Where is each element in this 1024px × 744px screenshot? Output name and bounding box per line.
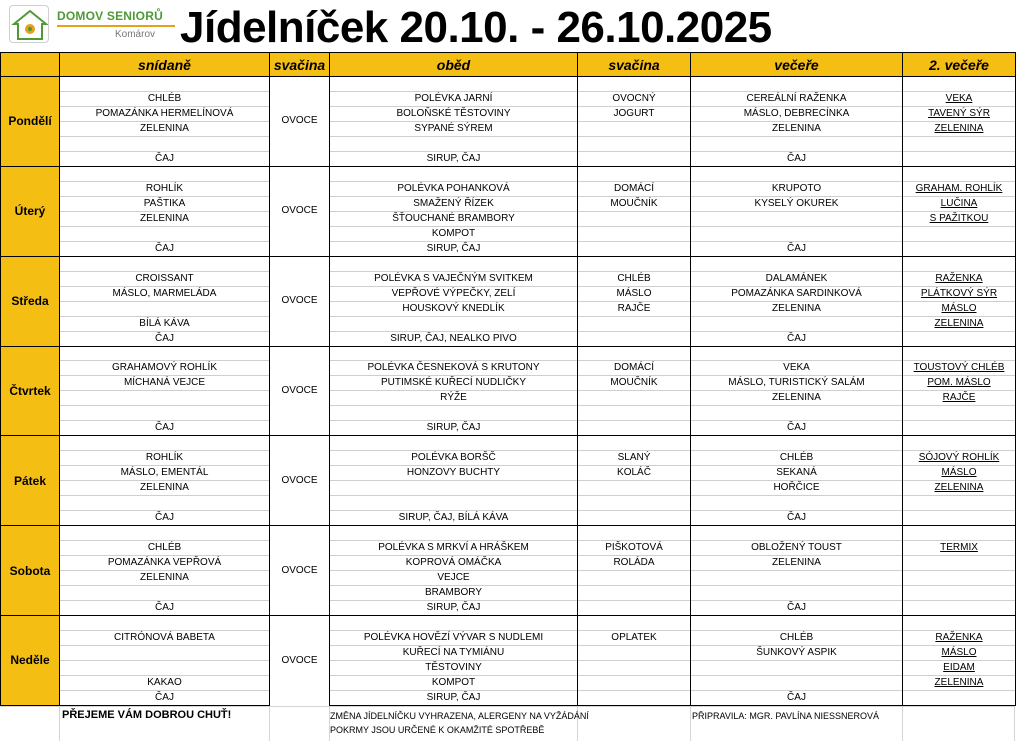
day-label: Úterý — [1, 166, 60, 256]
cell-afternoon-snack: OPLATEK — [578, 630, 691, 645]
cell-dinner — [691, 675, 903, 690]
col-header-breakfast: snídaně — [60, 53, 270, 77]
logo-subtitle: Komárov — [114, 29, 155, 40]
cell-afternoon-snack — [578, 226, 691, 241]
cell-afternoon-snack — [578, 690, 691, 705]
cell-dinner: POMAZÁNKA SARDINKOVÁ — [691, 286, 903, 301]
cell-breakfast: ROHLÍK — [60, 451, 270, 466]
col-header-afternoon-snack: svačina — [578, 53, 691, 77]
cell-dinner — [691, 526, 903, 541]
table-row — [1, 601, 1016, 616]
cell-dinner: ŠUNKOVÝ ASPIK — [691, 645, 903, 660]
cell-dinner — [691, 436, 903, 451]
cell-afternoon-snack — [578, 660, 691, 675]
cell-lunch: SIRUP, ČAJ — [330, 601, 578, 616]
cell-second-dinner — [903, 406, 1016, 421]
cell-afternoon-snack — [578, 406, 691, 421]
col-header-second-dinner: 2. večeře — [903, 53, 1016, 77]
cell-second-dinner: RAŽENKA — [903, 271, 1016, 286]
day-label: Neděle — [1, 616, 60, 706]
cell-lunch — [330, 496, 578, 511]
cell-afternoon-snack — [578, 256, 691, 271]
cell-morning-snack: OVOCE — [270, 526, 330, 616]
cell-dinner: HOŘČICE — [691, 481, 903, 496]
cell-lunch: VEJCE — [330, 571, 578, 586]
cell-morning-snack: OVOCE — [270, 436, 330, 526]
cell-breakfast — [60, 136, 270, 151]
cell-dinner — [691, 406, 903, 421]
cell-second-dinner: RAŽENKA — [903, 630, 1016, 645]
cell-breakfast: ZELENINA — [60, 121, 270, 136]
table-row — [1, 181, 1016, 196]
cell-second-dinner — [903, 586, 1016, 601]
cell-second-dinner — [903, 136, 1016, 151]
table-row — [1, 586, 1016, 601]
cell-second-dinner: PLÁTKOVÝ SÝR — [903, 286, 1016, 301]
cell-lunch: SIRUP, ČAJ, NEALKO PIVO — [330, 331, 578, 346]
cell-afternoon-snack — [578, 331, 691, 346]
cell-breakfast — [60, 406, 270, 421]
cell-breakfast: ČAJ — [60, 241, 270, 256]
cell-afternoon-snack — [578, 616, 691, 631]
cell-breakfast: GRAHAMOVÝ ROHLÍK — [60, 361, 270, 376]
cell-morning-snack: OVOCE — [270, 616, 330, 706]
cell-lunch — [330, 526, 578, 541]
table-row — [1, 301, 1016, 316]
cell-second-dinner: EIDAM — [903, 660, 1016, 675]
cell-breakfast: ČAJ — [60, 511, 270, 526]
table-row — [1, 630, 1016, 645]
table-row — [1, 77, 1016, 92]
cell-breakfast: CROISSANT — [60, 271, 270, 286]
table-row — [1, 496, 1016, 511]
cell-second-dinner: RAJČE — [903, 391, 1016, 406]
cell-afternoon-snack — [578, 496, 691, 511]
cell-dinner: OBLOŽENÝ TOUST — [691, 541, 903, 556]
table-row — [1, 256, 1016, 271]
cell-second-dinner — [903, 166, 1016, 181]
cell-second-dinner: TERMIX — [903, 541, 1016, 556]
cell-breakfast — [60, 226, 270, 241]
cell-lunch: SIRUP, ČAJ, BÍLÁ KÁVA — [330, 511, 578, 526]
day-label: Sobota — [1, 526, 60, 616]
cell-lunch — [330, 316, 578, 331]
cell-morning-snack: OVOCE — [270, 346, 330, 436]
cell-afternoon-snack: MOUČNÍK — [578, 376, 691, 391]
day-label: Středa — [1, 256, 60, 346]
cell-lunch — [330, 481, 578, 496]
page-title: Jídelníček 20.10. - 26.10.2025 — [180, 3, 772, 52]
cell-dinner: ČAJ — [691, 421, 903, 436]
cell-morning-snack: OVOCE — [270, 166, 330, 256]
menu-body — [1, 77, 1016, 706]
cell-breakfast: ZELENINA — [60, 211, 270, 226]
table-row — [1, 526, 1016, 541]
cell-second-dinner — [903, 346, 1016, 361]
table-row — [1, 376, 1016, 391]
cell-breakfast: BÍLÁ KÁVA — [60, 316, 270, 331]
cell-afternoon-snack: MOUČNÍK — [578, 196, 691, 211]
cell-breakfast — [60, 391, 270, 406]
day-label: Pondělí — [1, 77, 60, 167]
cell-afternoon-snack: KOLÁČ — [578, 466, 691, 481]
cell-lunch: BOLOŇSKÉ TĚSTOVINY — [330, 106, 578, 121]
cell-breakfast: POMAZÁNKA VEPŘOVÁ — [60, 556, 270, 571]
cell-dinner — [691, 136, 903, 151]
cell-dinner: MÁSLO, DEBRECÍNKA — [691, 106, 903, 121]
cell-breakfast — [60, 436, 270, 451]
cell-second-dinner: MÁSLO — [903, 301, 1016, 316]
table-row — [1, 391, 1016, 406]
cell-second-dinner: VEKA — [903, 91, 1016, 106]
cell-afternoon-snack — [578, 241, 691, 256]
table-row — [1, 690, 1016, 705]
table-row — [1, 466, 1016, 481]
cell-dinner — [691, 226, 903, 241]
footer — [0, 706, 1024, 744]
cell-afternoon-snack: DOMÁCÍ — [578, 361, 691, 376]
cell-lunch: POLÉVKA BORŠČ — [330, 451, 578, 466]
page-header — [0, 0, 1024, 52]
cell-lunch: BRAMBORY — [330, 586, 578, 601]
cell-second-dinner — [903, 226, 1016, 241]
cell-second-dinner — [903, 256, 1016, 271]
cell-breakfast — [60, 645, 270, 660]
table-row — [1, 675, 1016, 690]
cell-afternoon-snack — [578, 586, 691, 601]
cell-breakfast — [60, 496, 270, 511]
cell-lunch: SIRUP, ČAJ — [330, 690, 578, 705]
cell-breakfast: PAŠTIKA — [60, 196, 270, 211]
table-row — [1, 541, 1016, 556]
footer-note-changes: ZMĚNA JÍDELNÍČKU VYHRAZENA, ALERGENY NA VYŽÁDÁNÍ — [330, 711, 589, 721]
cell-lunch — [330, 136, 578, 151]
cell-dinner — [691, 211, 903, 226]
cell-breakfast: MÍCHANÁ VEJCE — [60, 376, 270, 391]
cell-afternoon-snack — [578, 526, 691, 541]
cell-lunch: POLÉVKA S VAJEČNÝM SVITKEM — [330, 271, 578, 286]
cell-afternoon-snack — [578, 166, 691, 181]
cell-dinner: CHLÉB — [691, 451, 903, 466]
cell-breakfast: POMAZÁNKA HERMELÍNOVÁ — [60, 106, 270, 121]
table-row — [1, 151, 1016, 166]
cell-dinner: ČAJ — [691, 601, 903, 616]
footer-note-consumption: POKRMY JSOU URČENÉ K OKAMŽITÉ SPOTŘEBĚ — [330, 725, 545, 735]
cell-second-dinner: ZELENINA — [903, 121, 1016, 136]
cell-afternoon-snack — [578, 481, 691, 496]
cell-second-dinner: TAVENÝ SÝR — [903, 106, 1016, 121]
cell-lunch — [330, 256, 578, 271]
cell-second-dinner: ZELENINA — [903, 316, 1016, 331]
cell-afternoon-snack: JOGURT — [578, 106, 691, 121]
cell-lunch: SMAŽENÝ ŘÍZEK — [330, 196, 578, 211]
cell-breakfast — [60, 256, 270, 271]
cell-dinner: ČAJ — [691, 331, 903, 346]
cell-breakfast: KAKAO — [60, 675, 270, 690]
table-row — [1, 346, 1016, 361]
cell-lunch — [330, 406, 578, 421]
cell-second-dinner: S PAŽITKOU — [903, 211, 1016, 226]
cell-dinner: KYSELÝ OKUREK — [691, 196, 903, 211]
day-label: Čtvrtek — [1, 346, 60, 436]
table-row — [1, 331, 1016, 346]
cell-lunch — [330, 346, 578, 361]
cell-second-dinner — [903, 571, 1016, 586]
col-header-morning-snack: svačina — [270, 53, 330, 77]
cell-second-dinner: MÁSLO — [903, 466, 1016, 481]
cell-afternoon-snack — [578, 346, 691, 361]
cell-breakfast: CITRÓNOVÁ BABETA — [60, 630, 270, 645]
cell-breakfast: ČAJ — [60, 601, 270, 616]
cell-dinner — [691, 586, 903, 601]
cell-dinner: ČAJ — [691, 151, 903, 166]
cell-dinner: ČAJ — [691, 241, 903, 256]
day-label: Pátek — [1, 436, 60, 526]
cell-dinner — [691, 660, 903, 675]
table-row — [1, 106, 1016, 121]
cell-lunch — [330, 77, 578, 92]
cell-dinner — [691, 571, 903, 586]
cell-lunch: POLÉVKA HOVĚZÍ VÝVAR S NUDLEMI — [330, 630, 578, 645]
cell-lunch: POLÉVKA JARNÍ — [330, 91, 578, 106]
table-header-row — [1, 53, 1016, 77]
cell-breakfast: CHLÉB — [60, 541, 270, 556]
col-header-lunch: oběd — [330, 53, 578, 77]
cell-lunch — [330, 436, 578, 451]
cell-lunch: HONZOVY BUCHTY — [330, 466, 578, 481]
cell-breakfast: MÁSLO, MARMELÁDA — [60, 286, 270, 301]
cell-lunch: HOUSKOVÝ KNEDLÍK — [330, 301, 578, 316]
table-row — [1, 91, 1016, 106]
table-row — [1, 166, 1016, 181]
cell-afternoon-snack: CHLÉB — [578, 271, 691, 286]
table-row — [1, 645, 1016, 660]
cell-second-dinner — [903, 241, 1016, 256]
cell-afternoon-snack — [578, 211, 691, 226]
cell-second-dinner: ZELENINA — [903, 675, 1016, 690]
cell-breakfast: ZELENINA — [60, 571, 270, 586]
cell-breakfast — [60, 77, 270, 92]
cell-second-dinner: MÁSLO — [903, 645, 1016, 660]
table-row — [1, 121, 1016, 136]
cell-dinner: SEKANÁ — [691, 466, 903, 481]
cell-dinner — [691, 346, 903, 361]
cell-afternoon-snack: PIŠKOTOVÁ — [578, 541, 691, 556]
cell-lunch: SIRUP, ČAJ — [330, 421, 578, 436]
table-row — [1, 616, 1016, 631]
table-row — [1, 436, 1016, 451]
cell-afternoon-snack: OVOCNÝ — [578, 91, 691, 106]
cell-lunch — [330, 616, 578, 631]
cell-afternoon-snack — [578, 436, 691, 451]
cell-afternoon-snack — [578, 675, 691, 690]
cell-breakfast — [60, 586, 270, 601]
cell-second-dinner — [903, 77, 1016, 92]
logo-divider — [57, 25, 175, 27]
cell-afternoon-snack — [578, 511, 691, 526]
cell-afternoon-snack — [578, 571, 691, 586]
cell-second-dinner — [903, 690, 1016, 705]
cell-dinner — [691, 496, 903, 511]
logo-name: DOMOV SENIORŮ — [57, 9, 163, 23]
cell-dinner: ZELENINA — [691, 556, 903, 571]
col-header-dinner: večeře — [691, 53, 903, 77]
cell-afternoon-snack — [578, 601, 691, 616]
cell-dinner — [691, 316, 903, 331]
cell-afternoon-snack — [578, 421, 691, 436]
cell-afternoon-snack — [578, 316, 691, 331]
table-row — [1, 421, 1016, 436]
cell-morning-snack: OVOCE — [270, 77, 330, 167]
cell-afternoon-snack — [578, 645, 691, 660]
cell-dinner — [691, 256, 903, 271]
cell-breakfast — [60, 526, 270, 541]
cell-afternoon-snack: SLANÝ — [578, 451, 691, 466]
cell-breakfast — [60, 346, 270, 361]
cell-second-dinner: GRAHAM. ROHLÍK — [903, 181, 1016, 196]
cell-breakfast — [60, 660, 270, 675]
cell-second-dinner: LUČINA — [903, 196, 1016, 211]
cell-afternoon-snack — [578, 151, 691, 166]
cell-dinner: CEREÁLNÍ RAŽENKA — [691, 91, 903, 106]
table-row — [1, 361, 1016, 376]
cell-breakfast: ROHLÍK — [60, 181, 270, 196]
cell-second-dinner — [903, 616, 1016, 631]
cell-dinner: VEKA — [691, 361, 903, 376]
cell-breakfast — [60, 616, 270, 631]
cell-afternoon-snack — [578, 121, 691, 136]
cell-second-dinner — [903, 151, 1016, 166]
footer-wish: PŘEJEME VÁM DOBROU CHUŤ! — [62, 709, 232, 721]
cell-lunch: POLÉVKA POHANKOVÁ — [330, 181, 578, 196]
cell-second-dinner — [903, 421, 1016, 436]
cell-dinner: KRUPOTO — [691, 181, 903, 196]
cell-morning-snack: OVOCE — [270, 256, 330, 346]
cell-dinner: ZELENINA — [691, 121, 903, 136]
cell-lunch: POLÉVKA S MRKVÍ A HRÁŠKEM — [330, 541, 578, 556]
table-row — [1, 241, 1016, 256]
cell-afternoon-snack: MÁSLO — [578, 286, 691, 301]
cell-lunch: KOMPOT — [330, 226, 578, 241]
cell-lunch: ŠŤOUCHANÉ BRAMBORY — [330, 211, 578, 226]
cell-afternoon-snack: RAJČE — [578, 301, 691, 316]
cell-lunch: PUTIMSKÉ KUŘECÍ NUDLIČKY — [330, 376, 578, 391]
cell-lunch: KOMPOT — [330, 675, 578, 690]
cell-breakfast: ČAJ — [60, 421, 270, 436]
cell-lunch: KUŘECÍ NA TYMIÁNU — [330, 645, 578, 660]
table-row — [1, 660, 1016, 675]
table-row — [1, 316, 1016, 331]
cell-second-dinner — [903, 436, 1016, 451]
cell-dinner: DALAMÁNEK — [691, 271, 903, 286]
cell-breakfast — [60, 166, 270, 181]
cell-lunch: KOPROVÁ OMÁČKA — [330, 556, 578, 571]
cell-breakfast: ČAJ — [60, 690, 270, 705]
cell-dinner — [691, 77, 903, 92]
cell-lunch: TĚSTOVINY — [330, 660, 578, 675]
cell-second-dinner: TOUSTOVÝ CHLÉB — [903, 361, 1016, 376]
cell-lunch: SIRUP, ČAJ — [330, 151, 578, 166]
table-row — [1, 481, 1016, 496]
footer-author: PŘIPRAVILA: MGR. PAVLÍNA NIESSNEROVÁ — [692, 711, 880, 721]
table-row — [1, 226, 1016, 241]
cell-afternoon-snack — [578, 136, 691, 151]
cell-afternoon-snack: ROLÁDA — [578, 556, 691, 571]
table-row — [1, 271, 1016, 286]
table-row — [1, 286, 1016, 301]
cell-dinner: MÁSLO, TURISTICKÝ SALÁM — [691, 376, 903, 391]
table-row — [1, 511, 1016, 526]
cell-second-dinner — [903, 331, 1016, 346]
cell-breakfast: ČAJ — [60, 151, 270, 166]
table-row — [1, 571, 1016, 586]
cell-breakfast: ZELENINA — [60, 481, 270, 496]
table-row — [1, 211, 1016, 226]
cell-dinner: ČAJ — [691, 511, 903, 526]
cell-lunch — [330, 166, 578, 181]
cell-lunch: SYPANÉ SÝREM — [330, 121, 578, 136]
cell-lunch: POLÉVKA ČESNEKOVÁ S KRUTONY — [330, 361, 578, 376]
cell-second-dinner — [903, 496, 1016, 511]
cell-second-dinner — [903, 511, 1016, 526]
table-row — [1, 406, 1016, 421]
cell-breakfast: MÁSLO, EMENTÁL — [60, 466, 270, 481]
cell-breakfast: CHLÉB — [60, 91, 270, 106]
menu-table — [0, 52, 1016, 706]
cell-dinner — [691, 166, 903, 181]
cell-lunch: RÝŽE — [330, 391, 578, 406]
cell-dinner — [691, 616, 903, 631]
table-row — [1, 196, 1016, 211]
cell-dinner: ZELENINA — [691, 391, 903, 406]
cell-lunch: VEPŘOVÉ VÝPEČKY, ZELÍ — [330, 286, 578, 301]
table-row — [1, 136, 1016, 151]
cell-afternoon-snack: DOMÁCÍ — [578, 181, 691, 196]
cell-second-dinner — [903, 556, 1016, 571]
cell-lunch: SIRUP, ČAJ — [330, 241, 578, 256]
corner-cell — [1, 53, 60, 77]
cell-second-dinner — [903, 526, 1016, 541]
cell-second-dinner: ZELENINA — [903, 481, 1016, 496]
table-row — [1, 556, 1016, 571]
cell-dinner: ČAJ — [691, 690, 903, 705]
cell-dinner: CHLÉB — [691, 630, 903, 645]
table-row — [1, 451, 1016, 466]
logo — [9, 5, 174, 43]
cell-second-dinner: SÓJOVÝ ROHLÍK — [903, 451, 1016, 466]
cell-second-dinner — [903, 601, 1016, 616]
cell-second-dinner: POM. MÁSLO — [903, 376, 1016, 391]
cell-afternoon-snack — [578, 77, 691, 92]
cell-breakfast — [60, 301, 270, 316]
cell-afternoon-snack — [578, 391, 691, 406]
cell-breakfast: ČAJ — [60, 331, 270, 346]
cell-dinner: ZELENINA — [691, 301, 903, 316]
